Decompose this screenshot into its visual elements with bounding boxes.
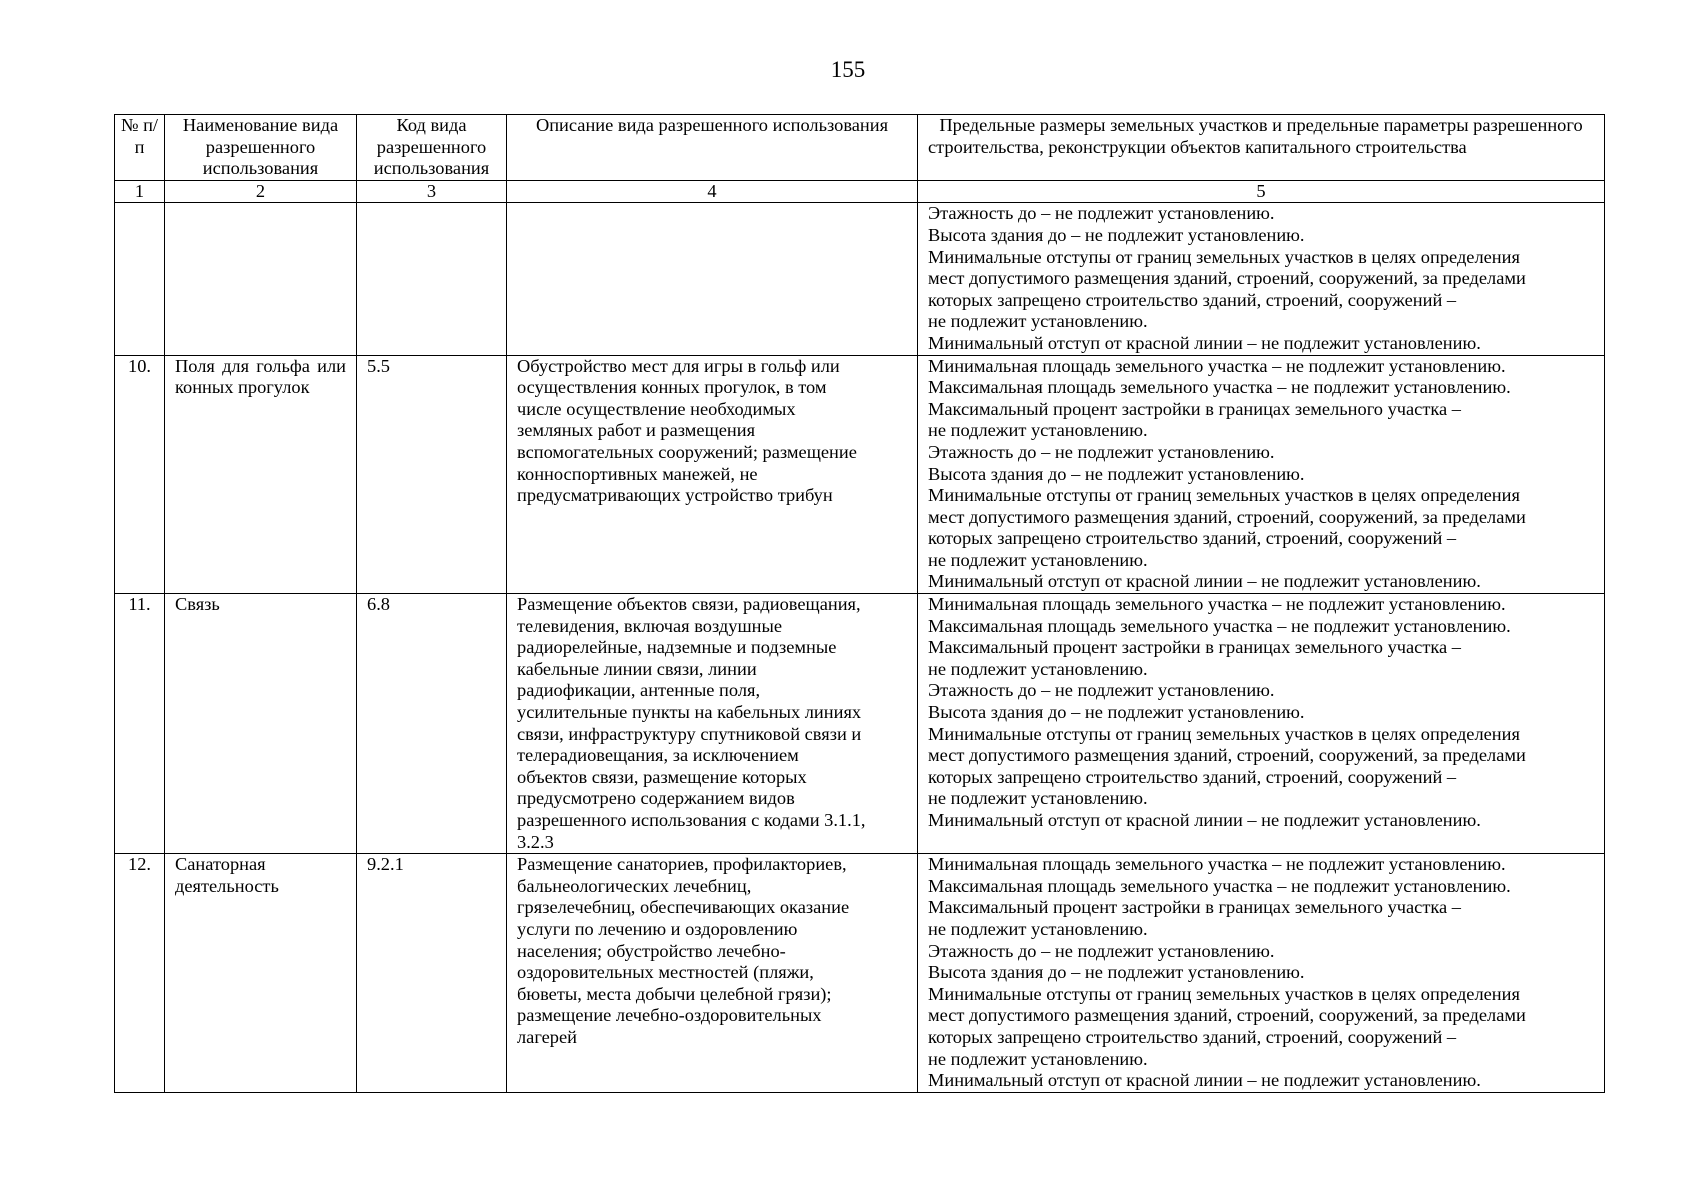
row-parameters bbox=[918, 203, 1605, 355]
description-line: бальнеологических лечебниц, bbox=[517, 875, 752, 896]
column-number-row bbox=[115, 180, 1605, 203]
param-line: Максимальный процент застройки в границах земельного участка – bbox=[928, 398, 1461, 419]
description-line: усилительные пункты на кабельных линиях bbox=[517, 702, 862, 723]
table-row-continuation bbox=[115, 203, 1605, 355]
page-number: 155 bbox=[830, 57, 866, 82]
param-line: не подлежит установлению. bbox=[928, 549, 1148, 570]
description-line: объектов связи, размещение которых bbox=[517, 766, 807, 787]
description-line: радиорелейные, надземные и подземные bbox=[517, 637, 837, 658]
row-name bbox=[165, 203, 357, 355]
param-line: мест допустимого размещения зданий, строений, сооружений, за пределами bbox=[928, 506, 1526, 527]
description-line: разрешенного использования с кодами 3.1.1, bbox=[517, 810, 866, 830]
param-line: мест допустимого размещения зданий, строений, сооружений, за пределами bbox=[928, 268, 1526, 289]
description-line: предусмотрено содержанием видов bbox=[517, 788, 795, 809]
row-description bbox=[507, 854, 918, 1093]
description-line: грязелечебниц, обеспечивающих оказание bbox=[517, 897, 850, 918]
row-number: 10. bbox=[115, 355, 165, 594]
param-line: Максимальная площадь земельного участка – не подлежит установлению. bbox=[928, 875, 1511, 896]
param-line: Минимальная площадь земельного участка – не подлежит установлению. bbox=[928, 594, 1506, 615]
param-line: которых запрещено строительство зданий, строений, сооружений – bbox=[928, 528, 1457, 549]
table-row bbox=[115, 355, 1605, 594]
header-description: Описание вида разрешенного использования bbox=[507, 115, 918, 181]
description-line: бюветы, места добычи целебной грязи); bbox=[517, 983, 832, 1004]
description-line: оздоровительных местностей (пляжи, bbox=[517, 962, 814, 983]
param-line: Минимальный отступ от красной линии – не подлежит установлению. bbox=[928, 810, 1481, 830]
param-line: которых запрещено строительство зданий, строений, сооружений – bbox=[928, 1026, 1457, 1047]
row-parameters bbox=[918, 854, 1605, 1093]
param-line: не подлежит установлению. bbox=[928, 311, 1148, 332]
header-number: № п/п bbox=[115, 115, 165, 181]
description-line: связи, инфраструктуру спутниковой связи и bbox=[517, 723, 862, 744]
param-line: которых запрещено строительство зданий, строений, сооружений – bbox=[928, 289, 1457, 310]
param-line: не подлежит установлению. bbox=[928, 788, 1148, 809]
row-description bbox=[507, 355, 918, 594]
row-description bbox=[507, 594, 918, 854]
param-line: Минимальная площадь земельного участка – не подлежит установлению. bbox=[928, 854, 1506, 875]
row-name: Санаторная деятельность bbox=[165, 854, 357, 1093]
column-number: 5 bbox=[918, 180, 1605, 203]
description-line: телевидения, включая воздушные bbox=[517, 615, 782, 636]
param-line: Минимальный отступ от красной линии – не подлежит установлению. bbox=[928, 1070, 1481, 1091]
param-line: Максимальная площадь земельного участка – не подлежит установлению. bbox=[928, 615, 1511, 636]
row-code: 5.5 bbox=[357, 355, 507, 594]
column-number: 4 bbox=[507, 180, 918, 203]
param-line: Минимальные отступы от границ земельных участков в целях определения bbox=[928, 723, 1520, 744]
row-parameters bbox=[918, 594, 1605, 854]
description-line: Размещение санаториев, профилакториев, bbox=[517, 854, 847, 875]
table-row bbox=[115, 594, 1605, 854]
param-line: не подлежит установлению. bbox=[928, 918, 1148, 939]
column-number: 2 bbox=[165, 180, 357, 203]
row-number: 12. bbox=[115, 854, 165, 1093]
column-number: 3 bbox=[357, 180, 507, 203]
description-line: земляных работ и размещения bbox=[517, 420, 756, 441]
param-line: Минимальные отступы от границ земельных участков в целях определения bbox=[928, 246, 1520, 267]
land-use-table bbox=[114, 114, 1605, 1093]
row-description bbox=[507, 203, 918, 355]
param-line: Этажность до – не подлежит установлению. bbox=[928, 441, 1275, 462]
param-line: которых запрещено строительство зданий, строений, сооружений – bbox=[928, 766, 1457, 787]
param-line: не подлежит установлению. bbox=[928, 1048, 1148, 1069]
param-line: не подлежит установлению. bbox=[928, 658, 1148, 679]
row-number bbox=[115, 203, 165, 355]
description-line: кабельные линии связи, линии bbox=[517, 658, 757, 679]
param-line: Высота здания до – не подлежит установлению. bbox=[928, 463, 1305, 484]
description-line: населения; обустройство лечебно- bbox=[517, 940, 786, 961]
param-line: Минимальные отступы от границ земельных участков в целях определения bbox=[928, 983, 1520, 1004]
param-line: Минимальный отступ от красной линии – не подлежит установлению. bbox=[928, 332, 1481, 353]
description-line: 3.2.3 bbox=[517, 831, 554, 852]
param-line: мест допустимого размещения зданий, строений, сооружений, за пределами bbox=[928, 1005, 1526, 1026]
row-name: Связь bbox=[165, 594, 357, 854]
column-number: 1 bbox=[115, 180, 165, 203]
header-name: Наименование вида разрешенного использования bbox=[165, 115, 357, 181]
param-line: Минимальный отступ от красной линии – не подлежит установлению. bbox=[928, 571, 1481, 592]
param-line: Высота здания до – не подлежит установлению. bbox=[928, 224, 1305, 245]
param-line: Максимальный процент застройки в границах земельного участка – bbox=[928, 637, 1461, 658]
description-line: вспомогательных сооружений; размещение bbox=[517, 441, 857, 462]
description-line: осуществления конных прогулок, в том bbox=[517, 377, 827, 398]
param-line: Этажность до – не подлежит установлению. bbox=[928, 680, 1275, 701]
param-line: Максимальная площадь земельного участка – не подлежит установлению. bbox=[928, 377, 1511, 398]
description-line: Обустройство мест для игры в гольф или bbox=[517, 355, 840, 376]
description-line: лагерей bbox=[517, 1026, 578, 1047]
row-parameters bbox=[918, 355, 1605, 594]
description-line: числе осуществление необходимых bbox=[517, 398, 796, 419]
row-code: 6.8 bbox=[357, 594, 507, 854]
row-code: 9.2.1 bbox=[357, 854, 507, 1093]
param-line: мест допустимого размещения зданий, строений, сооружений, за пределами bbox=[928, 745, 1526, 766]
description-line: телерадиовещания, за исключением bbox=[517, 745, 799, 766]
table-row bbox=[115, 854, 1605, 1093]
row-code bbox=[357, 203, 507, 355]
param-line: Минимальная площадь земельного участка – не подлежит установлению. bbox=[928, 355, 1506, 376]
param-line: Минимальные отступы от границ земельных участков в целях определения bbox=[928, 485, 1520, 506]
param-line: Высота здания до – не подлежит установлению. bbox=[928, 702, 1305, 723]
param-line: Высота здания до – не подлежит установлению. bbox=[928, 962, 1305, 983]
row-number: 11. bbox=[115, 594, 165, 854]
description-line: предусматривающих устройство трибун bbox=[517, 485, 833, 506]
description-line: радиофикации, антенные поля, bbox=[517, 680, 761, 701]
param-line: Этажность до – не подлежит установлению. bbox=[928, 203, 1275, 224]
description-line: Размещение объектов связи, радиовещания, bbox=[517, 594, 861, 615]
row-name: Поля для гольфа или конных прогулок bbox=[165, 355, 357, 594]
table-header-row bbox=[115, 115, 1605, 181]
param-line: не подлежит установлению. bbox=[928, 420, 1148, 441]
header-code: Код вида разрешенного использования bbox=[357, 115, 507, 181]
description-line: размещение лечебно-оздоровительных bbox=[517, 1005, 822, 1026]
header-parameters: Предельные размеры земельных участков и предельные параметры разрешенного строительства, реконструкции объектов капитального строительства bbox=[918, 115, 1605, 181]
description-line: услуги по лечению и оздоровлению bbox=[517, 918, 798, 939]
description-line: конноспортивных манежей, не bbox=[517, 463, 758, 484]
param-line: Этажность до – не подлежит установлению. bbox=[928, 940, 1275, 961]
param-line: Максимальный процент застройки в границах земельного участка – bbox=[928, 897, 1461, 918]
